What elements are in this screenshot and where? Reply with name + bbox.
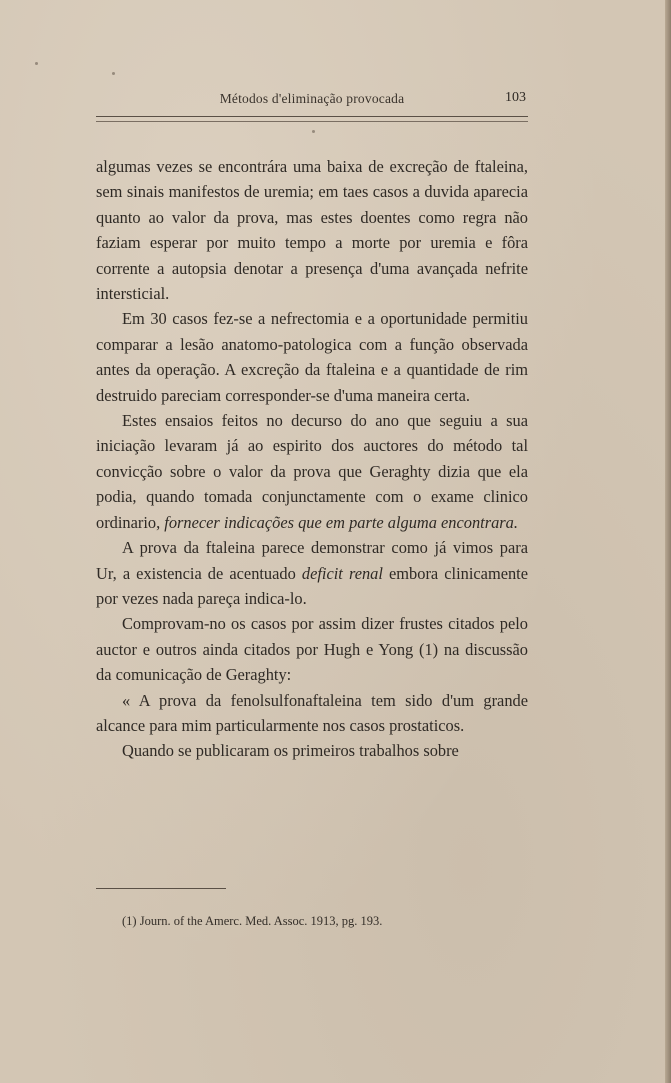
body-paragraph — [96, 535, 528, 611]
paragraph-text: Comprovam-no os casos por assim dizer frustes citados pelo auctor e outros ainda citados por Hugh e Yong (1) na discussão da comunicação de Geraghty: — [96, 614, 528, 685]
body-paragraph — [96, 154, 528, 306]
italic-text: fornecer indicações que em parte alguma encontrara. — [164, 512, 518, 532]
paragraph-text: embora clinicamente por vezes nada pareça indica-lo. — [96, 563, 528, 608]
body-text — [96, 154, 528, 764]
paragraph-text: Em 30 casos fez-se a nefrectomia e a oportunidade permitiu comparar a lesão anatomo-patologica com a função observada antes da operação. A excreção da ftaleina e a quantidade de rim destruido pareciam corresponder-se d'uma maneira certa. — [96, 309, 528, 405]
paragraph-text: Estes ensaios feitos no decurso do ano que seguiu a sua iniciação levaram já ao espirito dos auctores do método tal convicção sobre o valor da prova que Geraghty dizia que ela podia, quando tomada conjunctamente com o exame clinico ordinario, — [96, 411, 528, 532]
header-rule — [96, 116, 528, 117]
body-paragraph — [96, 306, 528, 408]
body-paragraph — [96, 738, 528, 763]
running-head — [96, 88, 528, 114]
footnote-rule — [96, 888, 226, 889]
footnote: (1) Journ. of the Amerc. Med. Assoc. 1913, pg. 193. — [122, 914, 383, 928]
body-paragraph — [96, 688, 528, 739]
page-number: 103 — [505, 90, 526, 105]
paper-speck — [35, 62, 38, 65]
paragraph-text: Quando se publicaram os primeiros trabalhos sobre — [122, 741, 459, 761]
paragraph-text: A prova da ftaleina parece demonstrar como já vimos para Ur, a existencia de acentuado — [96, 538, 528, 583]
paragraph-text: « A prova da fenolsulfonaftaleina tem sido d'um grande alcance para mim particularmente nos casos prostaticos. — [96, 690, 528, 735]
paragraph-text: algumas vezes se encontrára uma baixa de excreção de ftaleina, sem sinais manifestos de uremia; em taes casos a duvida aparecia quanto ao valor da prova, mas estes doentes como regra não faziam esperar por muito tempo a morte por uremia e fôra corrente a autopsia denotar a presença d'uma avançada nefrite intersticial. — [96, 157, 528, 304]
header-rule-secondary — [96, 121, 528, 122]
italic-text: deficit renal — [301, 563, 383, 583]
body-paragraph — [96, 408, 528, 535]
running-title: Métodos d'eliminação provocada — [219, 91, 405, 106]
paper-speck — [312, 130, 315, 133]
paper-speck — [112, 72, 115, 75]
body-paragraph — [96, 611, 528, 687]
